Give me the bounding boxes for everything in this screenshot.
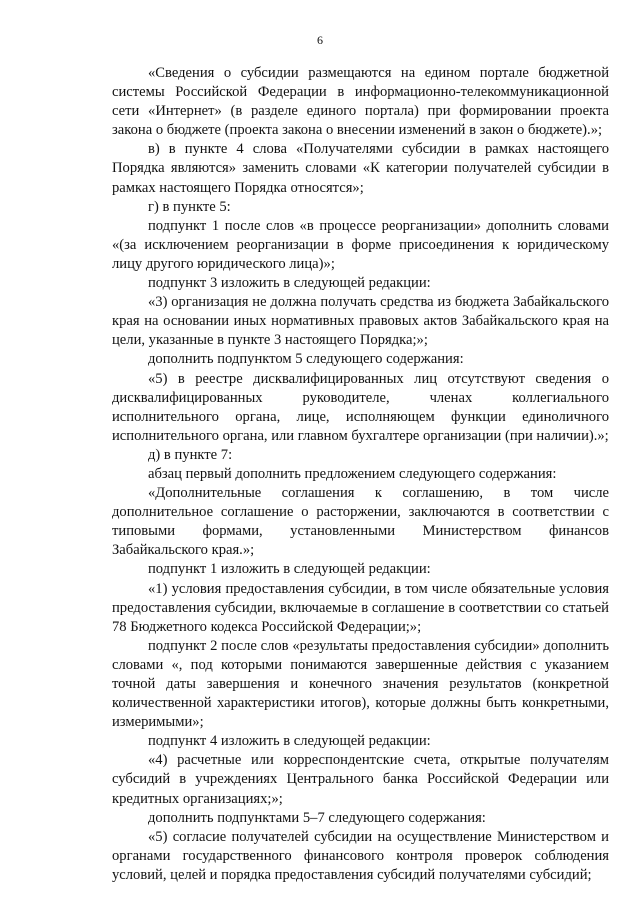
paragraph: д) в пункте 7: bbox=[148, 446, 233, 463]
paragraph: «1) условия предоставления субсидии, в том числе обязательные условия предоставления субсидии, включаемые в соглашение в соответствии со статьей 78 Бюджетного кодекса Российской Федерации;»; bbox=[112, 580, 609, 635]
paragraph: «Дополнительные соглашения к соглашению, в том числе дополнительное соглашение о расторжении, заключаются в соответствии с типовыми формами, установленными Министерством финансов Забайкальского края.»; bbox=[112, 485, 609, 559]
paragraph: дополнить подпунктом 5 следующего содержания: bbox=[148, 351, 464, 368]
paragraph: г) в пункте 5: bbox=[148, 198, 231, 215]
paragraph: подпункт 2 после слов «результаты предоставления субсидии» дополнить словами «, под которыми понимаются завершенные действия с указанием точной даты завершения и конечного значения результатов (конкретной количественной характеристики итогов), которые должны быть конкретными, измеримыми»; bbox=[112, 637, 609, 731]
paragraph: дополнить подпунктами 5–7 следующего содержания: bbox=[148, 809, 486, 826]
document-body bbox=[112, 64, 609, 885]
paragraph: подпункт 4 изложить в следующей редакции: bbox=[148, 733, 431, 750]
paragraph: «5) согласие получателей субсидии на осуществление Министерством и органами государственного финансового контроля проверок соблюдения условий, целей и порядка предоставления субсидий получателями субсидий; bbox=[112, 828, 609, 883]
paragraph: подпункт 3 изложить в следующей редакции: bbox=[148, 275, 431, 292]
paragraph: в) в пункте 4 слова «Получателями субсидии в рамках настоящего Порядка являются» заменить словами «К категории получателей субсидии в рамках настоящего Порядка относятся»; bbox=[112, 141, 609, 196]
paragraph: подпункт 1 изложить в следующей редакции: bbox=[148, 561, 431, 578]
paragraph: подпункт 1 после слов «в процессе реорганизации» дополнить словами «(за исключением реорганизации в форме присоединения к юридическому лицу другого юридического лица)»; bbox=[112, 217, 609, 272]
paragraph: «5) в реестре дисквалифицированных лиц отсутствуют сведения о дисквалифицированных руководителе, членах коллегиального исполнительного органа, лице, исполняющем функции единоличного исполнительного органа, или главном бухгалтере организации (при наличии).»; bbox=[112, 370, 609, 444]
paragraph: абзац первый дополнить предложением следующего содержания: bbox=[148, 465, 557, 482]
paragraph: «3) организация не должна получать средства из бюджета Забайкальского края на основании иных нормативных правовых актов Забайкальского края на цели, указанные в пункте 3 настоящего Порядка;»; bbox=[112, 294, 609, 349]
page-number: 6 bbox=[317, 33, 323, 47]
paragraph: «Сведения о субсидии размещаются на едином портале бюджетной системы Российской Федерации в информационно-телекоммуникационной сети «Интернет» (в разделе единого портала) при формировании проекта закона о бюджете (проекта закона о внесении изменений в закон о бюджете).»; bbox=[112, 65, 609, 139]
paragraph: «4) расчетные или корреспондентские счета, открытые получателям субсидий в учреждениях Центрального банка Российской Федерации или кредитных организациях;»; bbox=[112, 752, 609, 807]
